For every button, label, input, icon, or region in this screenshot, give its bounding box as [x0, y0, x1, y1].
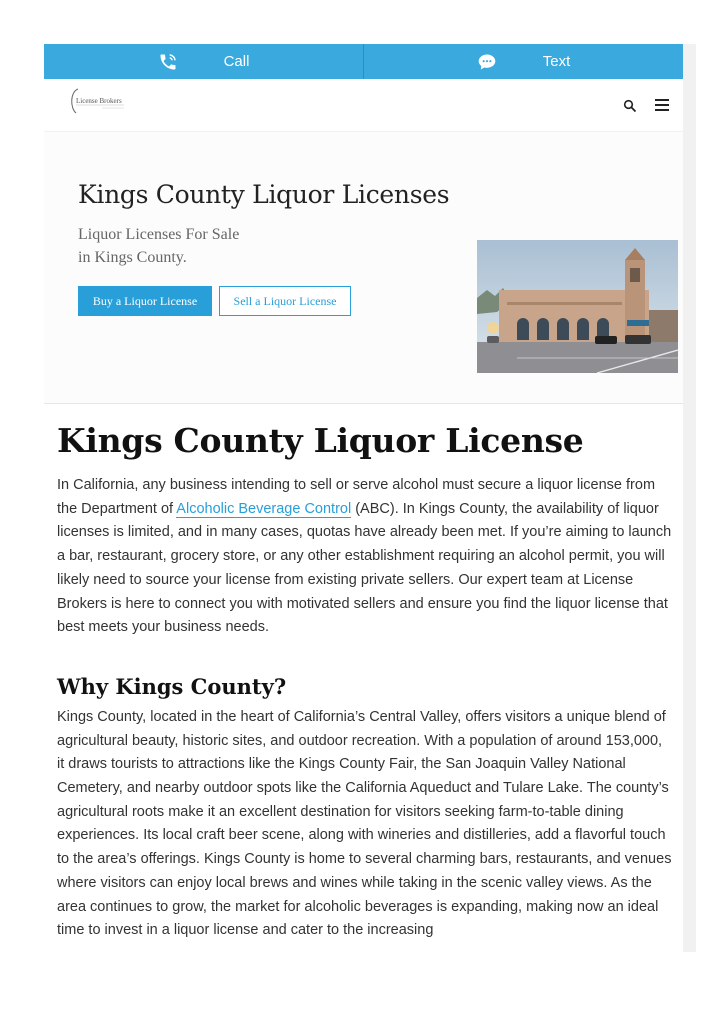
call-label: Call	[223, 53, 250, 70]
why-heading: Why Kings County?	[57, 673, 287, 699]
call-button[interactable]	[44, 44, 363, 79]
intro-paragraph	[57, 474, 673, 640]
site-header	[44, 79, 683, 132]
hero-subtitle-line2: in Kings County.	[78, 249, 187, 266]
search-icon[interactable]	[623, 99, 637, 113]
phone-icon	[158, 52, 178, 72]
article-heading: Kings County Liquor License	[57, 421, 584, 460]
page-viewport	[44, 44, 683, 952]
article-content	[57, 421, 673, 943]
logo-text: License Brokers	[76, 97, 122, 105]
hero-subtitle	[78, 223, 239, 269]
text-button[interactable]	[363, 44, 683, 79]
why-paragraph: Kings County, located in the heart of California’s Central Valley, offers visitors a unique blend of agricultural beauty, historic sites, and outdoor recreation. With a population of around 153,000, it draws tourists to attractions like the Kings County Fair, the San Joaquin Valley National Cemetery, and nearby outdoor spots like the California Aqueduct and Tulare Lake. The county’s agricultural roots make it an excellent destination for visitors seeking farm-to-table dining experiences. Its local craft beer scene, along with wineries and distilleries, add a flavorful touch to the area’s offerings. Kings County is home to several charming bars, restaurants, and venues where visitors can enjoy local brews and wines while taking in the scenic valley views. As the area continues to grow, the market for alcoholic beverages is expanding, making now an ideal time to invest in a liquor license and cater to the increasing	[57, 708, 672, 939]
intro-text-end: (ABC). In Kings County, the availability of liquor licenses is limited, and in many cases, quotas have already been met. If you’re aiming to launch a bar, restaurant, grocery store, or any other establishment requiring an alcohol permit, you will likely need to source your license from existing private sellers. Our expert team at License Brokers is here to connect you with motivated sellers and ensure you find the liquor license that best meets your business needs.	[57, 500, 672, 636]
menu-icon[interactable]	[654, 98, 670, 112]
scrollbar[interactable]	[683, 44, 696, 952]
abc-link[interactable]: Alcoholic Beverage Control	[176, 500, 352, 517]
buy-license-button[interactable]: Buy a Liquor License	[78, 286, 212, 316]
chat-icon	[477, 52, 497, 72]
call-text-bar	[44, 44, 683, 79]
intro-text-start: In California, any business intending to sell or serve alcohol must secure a liquor license from the Department of	[57, 477, 656, 517]
hero-title: Kings County Liquor Licenses	[78, 180, 450, 209]
hero-subtitle-line1: Liquor Licenses For Sale	[78, 226, 240, 243]
hero-photo	[477, 240, 678, 373]
sell-license-button[interactable]: Sell a Liquor License	[219, 286, 351, 316]
text-label: Text	[542, 53, 571, 70]
hero-section	[44, 132, 683, 404]
site-logo[interactable]	[68, 86, 130, 116]
